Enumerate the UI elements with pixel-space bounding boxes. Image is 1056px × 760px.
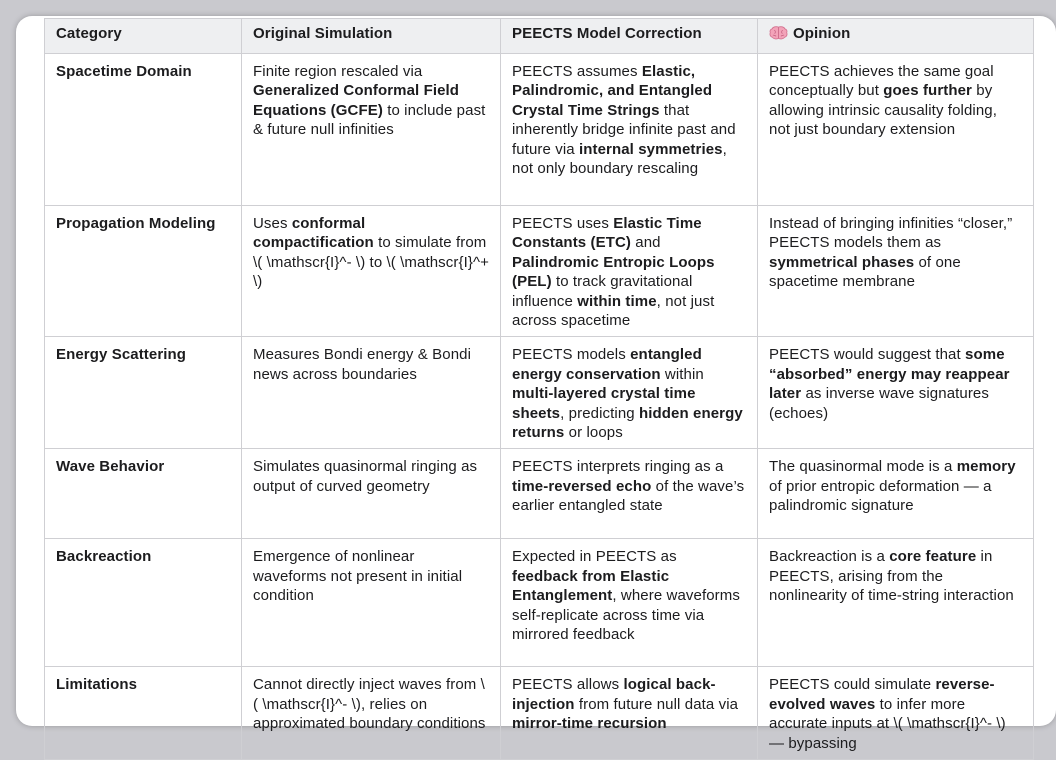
table-row	[45, 206, 1034, 337]
cell-opinion	[758, 206, 1034, 337]
text-segment: Cannot directly inject waves from \( \mathscr{I}^- \), relies on approximated boundary conditions	[253, 676, 486, 733]
text-segment: of prior entropic deformation — a palindromic signature	[769, 477, 992, 515]
cell-peects-correction	[501, 54, 758, 206]
cell-original-simulation	[242, 206, 501, 337]
bold-text: internal symmetries	[578, 140, 723, 158]
bold-text: memory	[956, 458, 1016, 476]
table-row	[45, 54, 1034, 206]
text-segment: to include past & future null infinities	[253, 101, 486, 139]
bold-text: multi-layered crystal time sheets	[512, 385, 696, 422]
text-segment: as inverse wave signatures (echoes)	[769, 385, 989, 422]
text-segment: PEECTS models	[512, 346, 631, 364]
text-segment: within	[660, 365, 704, 383]
bold-text: Generalized Conformal Field Equations (GCFE)	[253, 82, 460, 119]
header-category: Category	[45, 19, 242, 54]
text-segment: PEECTS interprets ringing as a	[512, 458, 724, 476]
table-row	[45, 539, 1034, 667]
text-segment: PEECTS assumes	[512, 63, 642, 80]
bold-text: entangled energy conservation	[512, 346, 702, 383]
brain-icon	[769, 26, 788, 40]
bold-text: time-reversed echo	[512, 477, 652, 495]
bold-text: Elastic Time Constants (ETC)	[512, 215, 702, 252]
bold-text: conformal compactification	[253, 215, 374, 252]
cell-category: Wave Behavior	[45, 449, 242, 539]
cell-original-simulation	[242, 449, 501, 539]
text-segment: Expected in PEECTS as	[512, 548, 677, 566]
document-sheet	[16, 16, 1056, 752]
header-opinion	[758, 19, 1034, 54]
bold-text: goes further	[883, 82, 972, 100]
cell-opinion	[758, 539, 1034, 667]
table-header-row	[45, 19, 1034, 54]
cell-opinion	[758, 449, 1034, 539]
cell-opinion	[758, 54, 1034, 206]
cell-peects-correction	[501, 337, 758, 449]
bold-text: reverse-evolved waves	[769, 676, 995, 713]
text-segment: PEECTS allows	[512, 676, 624, 694]
cell-opinion	[758, 337, 1034, 449]
cell-original-simulation	[242, 667, 501, 760]
cell-category: Backreaction	[45, 539, 242, 667]
text-segment: that inherently bridge infinite past and future via	[512, 101, 736, 158]
text-segment: of the wave’s earlier entangled state	[512, 477, 745, 515]
text-segment: PEECTS uses	[512, 215, 614, 232]
text-segment: , predicting	[560, 404, 639, 422]
text-segment: Uses	[253, 215, 292, 232]
comparison-table	[44, 18, 1034, 760]
text-segment: and	[631, 234, 661, 252]
text-segment: to track gravitational influence	[512, 273, 693, 310]
text-segment: to infer more accurate inputs at \( \mathscr{I}^- \) — bypassing	[769, 695, 1006, 752]
bold-text: within time	[577, 292, 657, 310]
cell-peects-correction	[501, 449, 758, 539]
bold-text: some “absorbed” energy may reappear later	[769, 346, 1010, 403]
bold-text: Elastic, Palindromic, and Entangled Crystal Time Strings	[512, 63, 713, 119]
cell-original-simulation	[242, 337, 501, 449]
bold-text: hidden energy returns	[512, 404, 743, 442]
cell-category: Energy Scattering	[45, 337, 242, 449]
cell-original-simulation	[242, 54, 501, 206]
cell-category: Propagation Modeling	[45, 206, 242, 337]
bold-text: Palindromic Entropic Loops (PEL)	[512, 253, 715, 291]
bold-text: mirror-time recursion	[512, 715, 667, 733]
bold-text: symmetrical phases	[769, 253, 915, 271]
text-segment: of one spacetime membrane	[769, 253, 961, 291]
cell-opinion	[758, 667, 1034, 760]
text-segment: Instead of bringing infinities “closer,” PEECTS models them as	[769, 215, 1013, 252]
cell-peects-correction	[501, 539, 758, 667]
bold-text: logical back-injection	[512, 676, 716, 713]
text-segment: Emergence of nonlinear waveforms not present in initial condition	[253, 548, 463, 605]
table-row	[45, 667, 1034, 760]
text-segment: in PEECTS, arising from the nonlinearity of time-string interaction	[769, 548, 1014, 605]
cell-peects-correction	[501, 206, 758, 337]
text-segment: The quasinormal mode is a	[769, 458, 957, 476]
header-original-simulation: Original Simulation	[242, 19, 501, 54]
cell-original-simulation	[242, 539, 501, 667]
text-segment: PEECTS would suggest that	[769, 346, 966, 364]
text-segment: Measures Bondi energy & Bondi news across boundaries	[253, 346, 472, 383]
text-segment: PEECTS achieves the same goal conceptually but	[769, 63, 994, 100]
table-row	[45, 449, 1034, 539]
bold-text: core feature	[889, 548, 977, 566]
table-row	[45, 337, 1034, 449]
text-segment: Simulates quasinormal ringing as output of curved geometry	[253, 458, 478, 495]
table-body	[45, 54, 1034, 760]
text-segment: PEECTS could simulate	[769, 676, 936, 694]
cell-category: Limitations	[45, 667, 242, 760]
text-segment: or loops	[564, 424, 623, 442]
header-opinion-label: Opinion	[793, 25, 851, 42]
text-segment: by allowing intrinsic causality folding, not just boundary extension	[769, 82, 997, 139]
text-segment: Finite region rescaled via	[253, 63, 423, 80]
cell-category: Spacetime Domain	[45, 54, 242, 206]
text-segment: from future null data via	[574, 695, 739, 713]
text-segment: , where waveforms self-replicate across time via mirrored feedback	[512, 587, 740, 644]
header-peects-model-correction: PEECTS Model Correction	[501, 19, 758, 54]
text-segment: to simulate from \( \mathscr{I}^- \) to \( \mathscr{I}^+ \)	[253, 234, 489, 291]
text-segment: , not just across spacetime	[512, 292, 715, 330]
text-segment: Backreaction is a	[769, 548, 890, 566]
bold-text: feedback from Elastic Entanglement	[512, 567, 670, 605]
cell-peects-correction	[501, 667, 758, 760]
text-segment: , not only boundary rescaling	[512, 140, 727, 178]
